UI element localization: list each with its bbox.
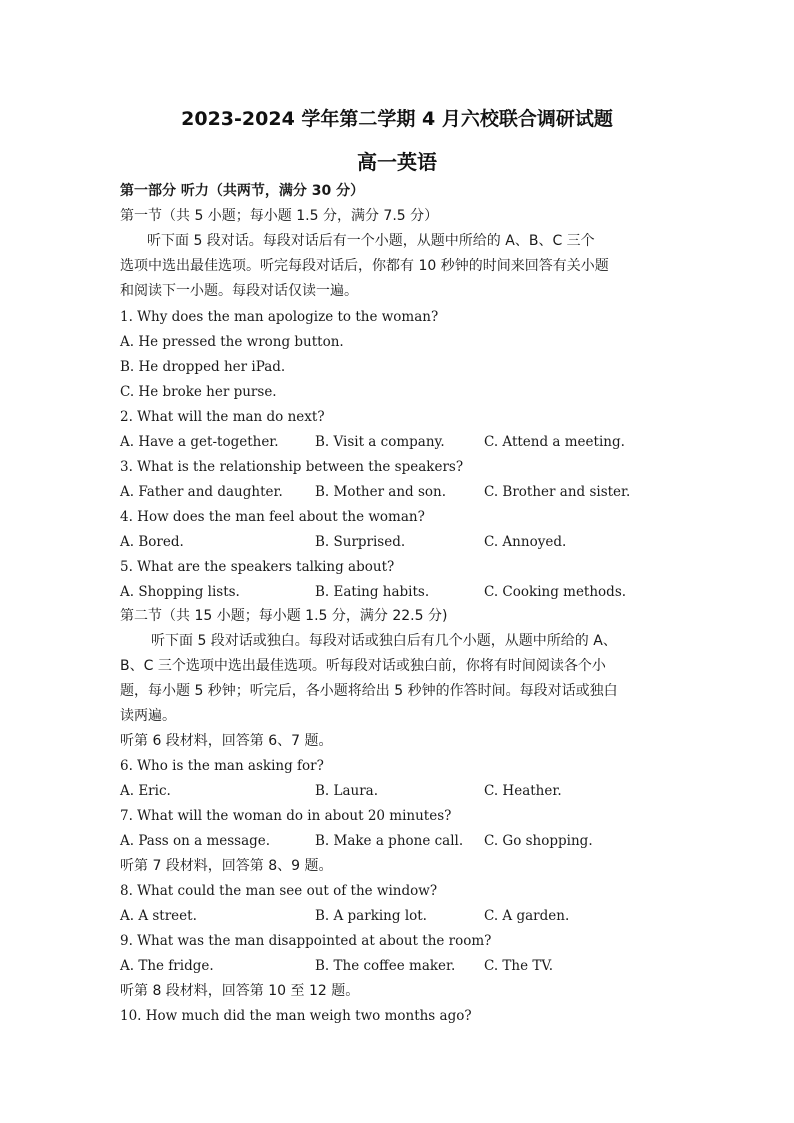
- question-8-option-b: B. A parking lot.: [315, 908, 427, 924]
- question-5-stem: 5. What are the speakers talking about?: [120, 559, 395, 575]
- question-4-option-c: C. Annoyed.: [484, 534, 567, 550]
- question-2-option-b: B. Visit a company.: [315, 434, 445, 450]
- question-8-stem: 8. What could the man see out of the window?: [120, 883, 438, 899]
- section2-instruction-line-4: 读两遍。: [120, 708, 176, 724]
- material-7-heading: 听第 7 段材料，回答第 8、9 题。: [120, 858, 333, 874]
- section2-instruction-line-1: 听下面 5 段对话或独白。每段对话或独白后有几个小题，从题中所给的 A、: [151, 633, 617, 649]
- question-7-option-b: B. Make a phone call.: [315, 833, 464, 849]
- question-1-option-a: A. He pressed the wrong button.: [120, 334, 344, 350]
- question-5-option-c: C. Cooking methods.: [484, 584, 627, 600]
- question-1-option-b: B. He dropped her iPad.: [120, 359, 286, 375]
- question-7-option-c: C. Go shopping.: [484, 833, 593, 849]
- question-7-option-a: A. Pass on a message.: [120, 833, 271, 849]
- exam-title: 2023-2024 学年第二学期 4 月六校联合调研试题: [181, 108, 613, 130]
- question-5-option-b: B. Eating habits.: [315, 584, 430, 600]
- question-2-option-c: C. Attend a meeting.: [484, 434, 625, 450]
- question-6-option-b: B. Laura.: [315, 783, 379, 799]
- question-8-option-c: C. A garden.: [484, 908, 570, 924]
- section1-instruction-line-2: 选项中选出最佳选项。听完每段对话后，你都有 10 秒钟的时间来回答有关小题: [120, 258, 609, 274]
- question-5-option-a: A. Shopping lists.: [120, 584, 240, 600]
- question-6-option-c: C. Heather.: [484, 783, 562, 799]
- material-8-heading: 听第 8 段材料，回答第 10 至 12 题。: [120, 983, 360, 999]
- question-9-option-b: B. The coffee maker.: [315, 958, 456, 974]
- question-3-option-c: C. Brother and sister.: [484, 484, 631, 500]
- part1-heading: 第一部分 听力（共两节，满分 30 分）: [120, 183, 365, 199]
- question-4-option-a: A. Bored.: [120, 534, 184, 550]
- question-10-stem: 10. How much did the man weigh two months ago?: [120, 1008, 472, 1024]
- section1-instruction-line-3: 和阅读下一小题。每段对话仅读一遍。: [120, 283, 358, 299]
- material-6-heading: 听第 6 段材料，回答第 6、7 题。: [120, 733, 333, 749]
- question-3-stem: 3. What is the relationship between the speakers?: [120, 459, 464, 475]
- question-2-stem: 2. What will the man do next?: [120, 409, 325, 425]
- question-8-option-a: A. A street.: [120, 908, 197, 924]
- question-6-stem: 6. Who is the man asking for?: [120, 758, 324, 774]
- question-9-option-a: A. The fridge.: [120, 958, 214, 974]
- question-9-stem: 9. What was the man disappointed at about the room?: [120, 933, 492, 949]
- section1-heading: 第一节（共 5 小题；每小题 1.5 分，满分 7.5 分）: [120, 208, 439, 224]
- section1-instruction-line-1: 听下面 5 段对话。每段对话后有一个小题，从题中所给的 A、B、C 三个: [147, 233, 595, 249]
- section2-instruction-line-2: B、C 三个选项中选出最佳选项。听每段对话或独白前，你将有时间阅读各个小: [120, 658, 606, 674]
- section2-heading: 第二节（共 15 小题；每小题 1.5 分，满分 22.5 分): [120, 608, 448, 624]
- question-2-option-a: A. Have a get-together.: [120, 434, 279, 450]
- question-4-stem: 4. How does the man feel about the woman?: [120, 509, 425, 525]
- section2-instruction-line-3: 题，每小题 5 秒钟；听完后，各小题将给出 5 秒钟的作答时间。每段对话或独白: [120, 683, 618, 699]
- question-3-option-b: B. Mother and son.: [315, 484, 447, 500]
- question-9-option-c: C. The TV.: [484, 958, 554, 974]
- subject-title: 高一英语: [357, 150, 437, 174]
- question-6-option-a: A. Eric.: [120, 783, 171, 799]
- question-1-stem: 1. Why does the man apologize to the woman?: [120, 309, 439, 325]
- question-1-option-c: C. He broke her purse.: [120, 384, 277, 400]
- question-7-stem: 7. What will the woman do in about 20 minutes?: [120, 808, 452, 824]
- question-3-option-a: A. Father and daughter.: [120, 484, 283, 500]
- question-4-option-b: B. Surprised.: [315, 534, 406, 550]
